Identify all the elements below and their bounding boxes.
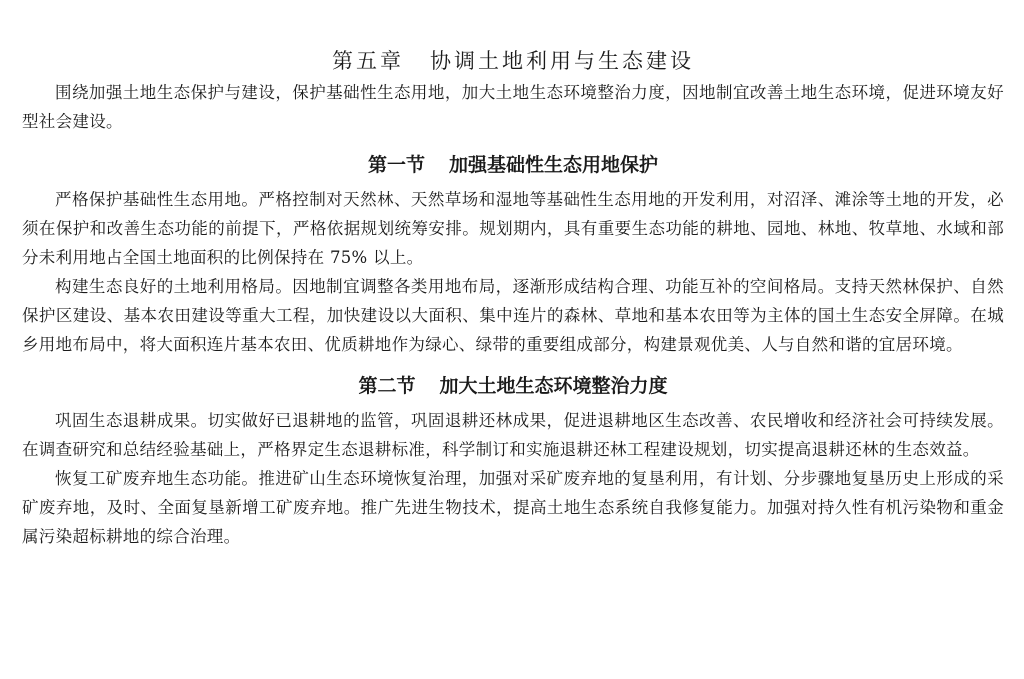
- section-1-paragraph-2: 构建生态良好的土地利用格局。因地制宜调整各类用地布局，逐渐形成结构合理、功能互补的空间格局。支持天然林保护、自然保护区建设、基本农田建设等重大工程，加快建设以大面积、集中连片的森林、草地和基本农田等为主体的国土生态安全屏障。在城乡用地布局中，将大面积连片基本农田、优质耕地作为绿心、绿带的重要组成部分，构建景观优美、人与自然和谐的宜居环境。: [22, 277, 1004, 354]
- section-2-paragraph-2: 恢复工矿废弃地生态功能。推进矿山生态环境恢复治理，加强对采矿废弃地的复垦利用，有计划、分步骤地复垦历史上形成的采矿废弃地，及时、全面复垦新增工矿废弃地。推广先进生物技术，提高土地生态系统自我修复能力。加强对持久性有机污染物和重金属污染超标耕地的综合治理。: [22, 469, 1004, 546]
- section-2-paragraph-1: 巩固生态退耕成果。切实做好已退耕地的监管，巩固退耕还林成果，促进退耕地区生态改善、农民增收和经济社会可持续发展。在调查研究和总结经验基础上，严格界定生态退耕标准，科学制订和实施退耕还林工程建设规划，切实提高退耕还林的生态效益。: [22, 411, 1004, 459]
- section-2-title: 加大土地生态环境整治力度: [439, 375, 668, 397]
- chapter-number: 第五章: [332, 49, 404, 73]
- section-2-number: 第二节: [358, 375, 416, 397]
- section-1-heading: [22, 145, 1004, 185]
- document-page: [22, 0, 1004, 551]
- section-1-number: 第一节: [367, 154, 425, 176]
- chapter-heading: [22, 0, 1004, 78]
- intro-paragraph: 围绕加强土地生态保护与建设，保护基础性生态用地，加大土地生态环境整治力度，因地制宜改善土地生态环境，促进环境友好型社会建设。: [22, 83, 1004, 131]
- section-1-title: 加强基础性生态用地保护: [449, 154, 659, 176]
- section-2-heading: [22, 366, 1004, 406]
- chapter-title: 协调土地利用与生态建设: [430, 49, 694, 73]
- section-1-paragraph-1: 严格保护基础性生态用地。严格控制对天然林、天然草场和湿地等基础性生态用地的开发利用，对沼泽、滩涂等土地的开发，必须在保护和改善生态功能的前提下，严格依据规划统筹安排。规划期内，具有重要生态功能的耕地、园地、林地、牧草地、水域和部分未利用地占全国土地面积的比例保持在 75% 以上。: [22, 190, 1004, 267]
